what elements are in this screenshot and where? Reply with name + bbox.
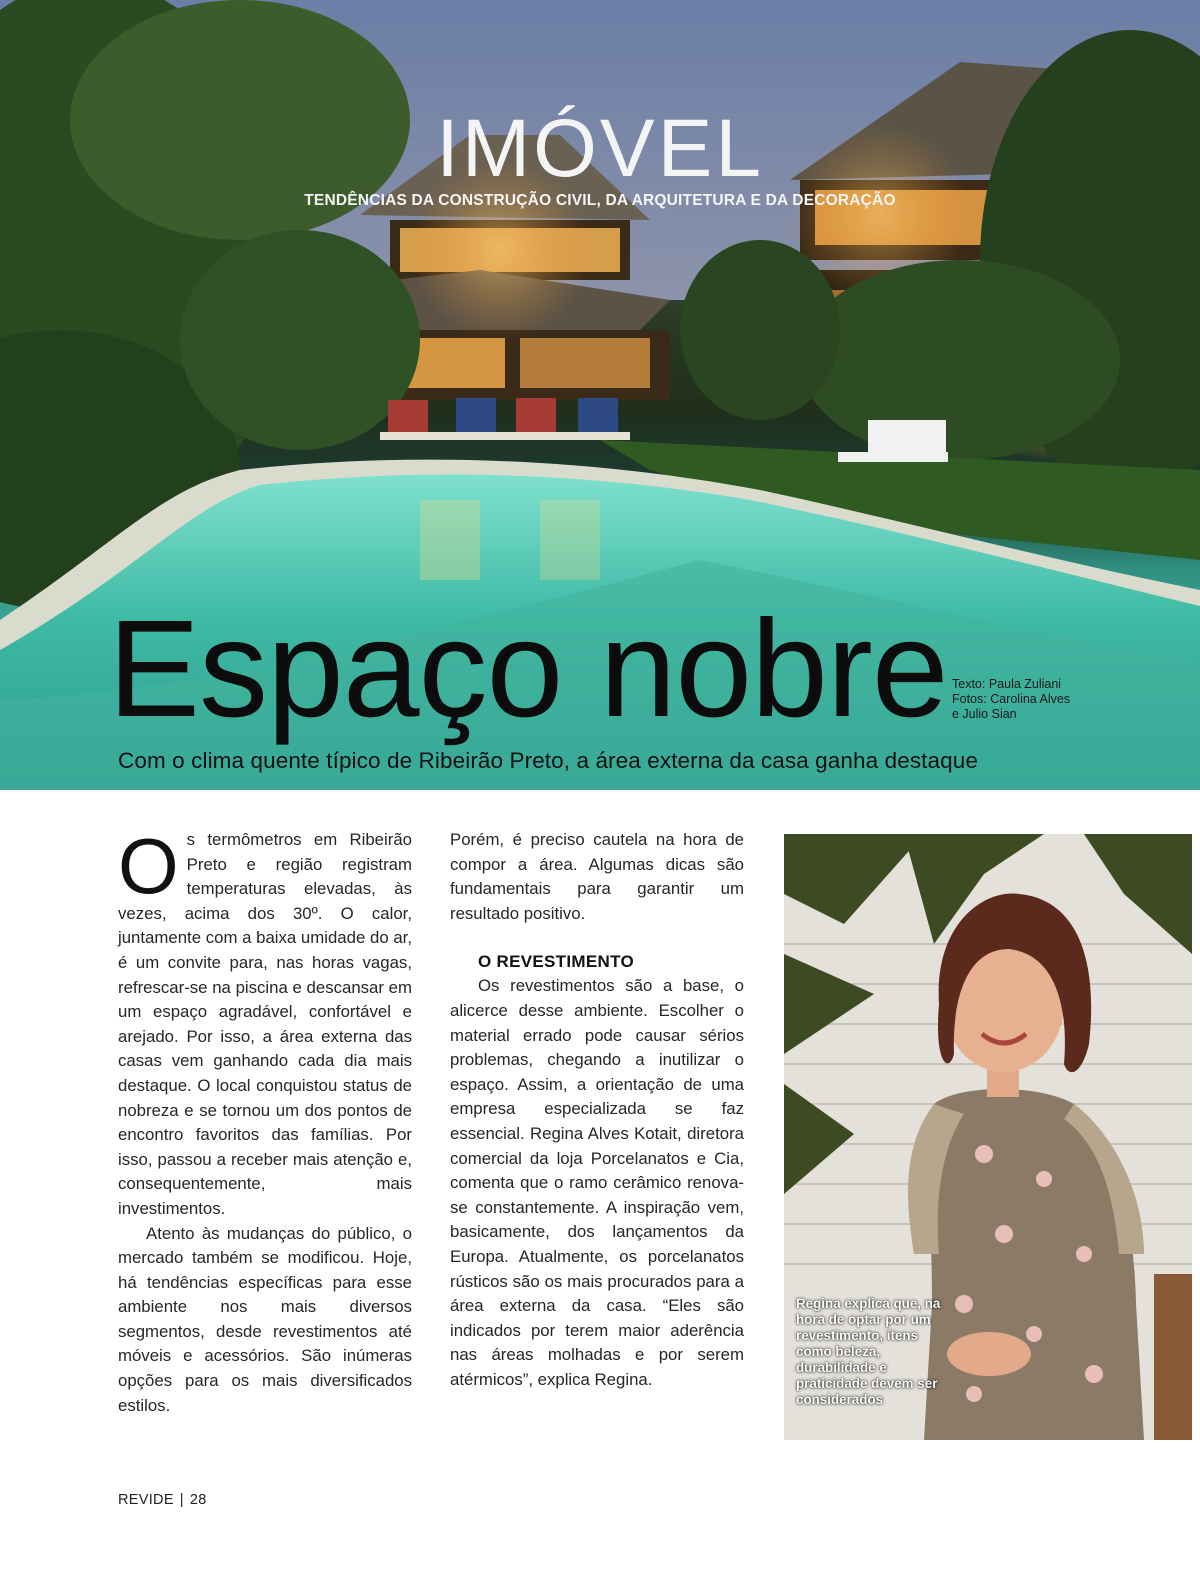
credit-text: Texto: Paula Zuliani <box>952 677 1062 691</box>
subheading: O REVESTIMENTO <box>478 952 634 972</box>
magazine-name: REVIDE <box>118 1492 174 1508</box>
paragraph: Os revestimentos são a base, o alicerce desse ambiente. Escolher o material errado pode causar sérios problemas, chegando a inutilizar o espaço. Assim, a orientação de uma empresa especializada se faz essencial. Regina Alves Kotait, diretora comercial da loja Porcelanatos e Cia, comenta que o ramo cerâmico renova-se constantemente. A inspiração vem, basicamente, dos lançamentos da Europa. Atualmente, os porcelanatos rústicos são os mais procurados para a área externa da casa. “Eles são indicados por terem maior aderência nas áreas molhadas e por serem atérmicos”, explica Regina. <box>450 976 744 1389</box>
article-column-1 <box>118 822 412 1418</box>
paragraph-text: s termômetros em Ribeirão Preto e região registram temperaturas elevadas, às vezes, acima dos 30º. O calor, juntamente com a baixa umidade do ar, é um convite para, nas horas vagas, refrescar-se na piscina e descansar em um espaço agradável, confortável e arejado. Por isso, a área externa das casas vem ganhando cada dia mais destaque. O local conquistou status de nobreza e se tornou um dos pontos de encontro favoritos das famílias. Por isso, passou a receber mais atenção e, consequentemente, mais investimentos. <box>118 830 412 1218</box>
page-number: 28 <box>189 1492 207 1508</box>
article-column-2 <box>450 828 744 1392</box>
folio-separator: | <box>179 1492 184 1508</box>
page-folio <box>118 1492 207 1508</box>
paragraph: Porém, é preciso cautela na hora de compor a área. Algumas dicas são fundamentais para garantir um resultado positivo. <box>450 830 744 923</box>
credit-photos-cont: e Julio Sian <box>952 707 1017 721</box>
section-subtitle: TENDÊNCIAS DA CONSTRUÇÃO CIVIL, DA ARQUITETURA E DA DECORAÇÃO <box>304 192 896 209</box>
paragraph <box>118 822 412 1222</box>
article-headline: Espaço nobre <box>108 592 948 746</box>
drop-cap: O <box>118 822 179 910</box>
article-standfirst: Com o clima quente típico de Ribeirão Preto, a área externa da casa ganha destaque <box>118 748 978 773</box>
credit-photos: Fotos: Carolina Alves <box>952 692 1071 706</box>
portrait-photo <box>784 834 1192 1440</box>
section-title: IMÓVEL <box>436 103 764 194</box>
paragraph: Atento às mudanças do público, o mercado também se modificou. Hoje, há tendências específicas para esse ambiente nos mais diversos segmentos, desde revestimentos até móveis e acessórios. São inúmeras opções para os mais diversificados estilos. <box>118 1223 412 1415</box>
article-credits <box>952 677 1070 722</box>
photo-caption: Regina explica que, na hora de optar por um revestimento, itens como beleza, durabilidade e praticidade devem ser considerados <box>796 1296 941 1407</box>
